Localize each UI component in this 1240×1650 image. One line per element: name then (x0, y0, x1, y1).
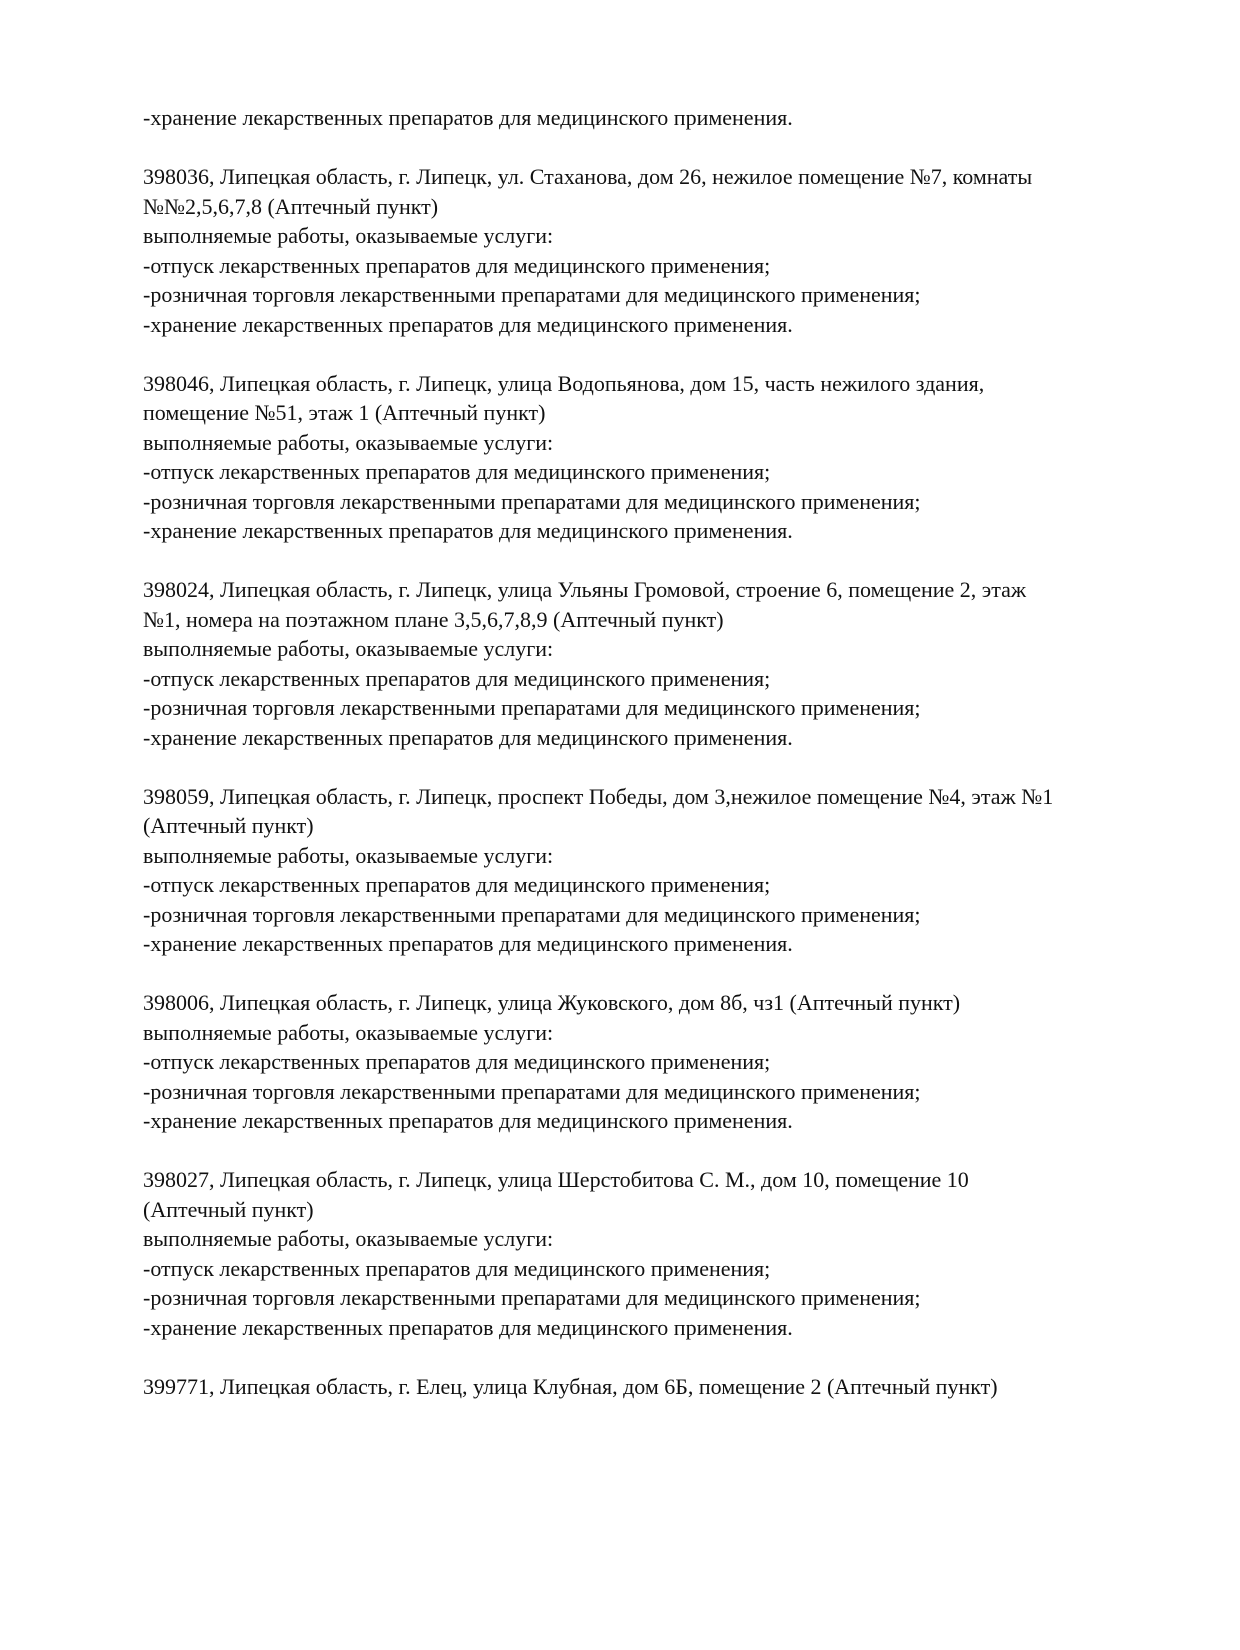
pharmacy-entry (143, 369, 1153, 546)
services-heading: выполняемые работы, оказываемые услуги: (143, 1226, 554, 1251)
address-line: 398027, Липецкая область, г. Липецк, улица Шерстобитова С. М., дом 10, помещение 10 (143, 1167, 969, 1192)
address-line: 398046, Липецкая область, г. Липецк, улица Водопьянова, дом 15, часть нежилого здания, (143, 370, 985, 396)
service-item: -розничная торговля лекарственными препаратами для медицинского применения; (143, 488, 921, 514)
pharmacy-entry (143, 162, 1153, 339)
service-item: -хранение лекарственных препаратов для медицинского применения. (143, 518, 793, 543)
intro-line: -хранение лекарственных препаратов для медицинского применения. (143, 105, 793, 130)
service-item: -розничная торговля лекарственными препаратами для медицинского применения; (143, 1285, 921, 1310)
address-line: №1, номера на поэтажном плане 3,5,6,7,8,9 (Аптечный пункт) (143, 606, 724, 632)
services-heading: выполняемые работы, оказываемые услуги: (143, 636, 554, 661)
address-line: помещение №51, этаж 1 (Аптечный пункт) (143, 400, 546, 425)
pharmacy-entry (143, 988, 1153, 1136)
address-line: (Аптечный пункт) (143, 1196, 314, 1222)
address-line: №№2,5,6,7,8 (Аптечный пункт) (143, 193, 439, 219)
service-item: -хранение лекарственных препаратов для медицинского применения. (143, 724, 793, 750)
address-line: (Аптечный пункт) (143, 813, 314, 838)
address-line: 398036, Липецкая область, г. Липецк, ул. Стаханова, дом 26, нежилое помещение №7, комнаты (143, 164, 1033, 189)
service-item: -отпуск лекарственных препаратов для медицинского применения; (143, 1049, 771, 1074)
service-item: -розничная торговля лекарственными препаратами для медицинского применения; (143, 901, 921, 927)
services-heading: выполняемые работы, оказываемые услуги: (143, 223, 554, 248)
service-item: -хранение лекарственных препаратов для медицинского применения. (143, 931, 793, 956)
services-heading: выполняемые работы, оказываемые услуги: (143, 429, 554, 455)
service-item: -хранение лекарственных препаратов для медицинского применения. (143, 1314, 793, 1340)
address-line: 398059, Липецкая область, г. Липецк, проспект Победы, дом 3,нежилое помещение №4, этаж №1 (143, 783, 1054, 809)
intro-text (143, 103, 1153, 133)
service-item: -отпуск лекарственных препаратов для медицинского применения; (143, 872, 771, 897)
pharmacy-entry (143, 1372, 1153, 1402)
service-item: -розничная торговля лекарственными препаратами для медицинского применения; (143, 695, 921, 720)
address-line: 398024, Липецкая область, г. Липецк, улица Ульяны Громовой, строение 6, помещение 2, этаж (143, 577, 1027, 602)
service-item: -отпуск лекарственных препаратов для медицинского применения; (143, 252, 771, 278)
pharmacy-entry (143, 1165, 1153, 1342)
document-page (143, 103, 1153, 1401)
service-item: -отпуск лекарственных препаратов для медицинского применения; (143, 665, 771, 691)
services-heading: выполняемые работы, оказываемые услуги: (143, 1019, 554, 1045)
services-heading: выполняемые работы, оказываемые услуги: (143, 842, 554, 868)
pharmacy-entry (143, 782, 1153, 959)
service-item: -отпуск лекарственных препаратов для медицинского применения; (143, 459, 771, 484)
address-line: 399771, Липецкая область, г. Елец, улица Клубная, дом 6Б, помещение 2 (Аптечный пункт) (143, 1373, 998, 1399)
service-item: -отпуск лекарственных препаратов для медицинского применения; (143, 1255, 771, 1281)
address-line: 398006, Липецкая область, г. Липецк, улица Жуковского, дом 8б, чз1 (Аптечный пункт) (143, 990, 961, 1015)
service-item: -розничная торговля лекарственными препаратами для медицинского применения; (143, 282, 921, 307)
service-item: -хранение лекарственных препаратов для медицинского применения. (143, 1108, 793, 1133)
service-item: -хранение лекарственных препаратов для медицинского применения. (143, 311, 793, 337)
service-item: -розничная торговля лекарственными препаратами для медицинского применения; (143, 1078, 921, 1104)
pharmacy-entry (143, 575, 1153, 752)
